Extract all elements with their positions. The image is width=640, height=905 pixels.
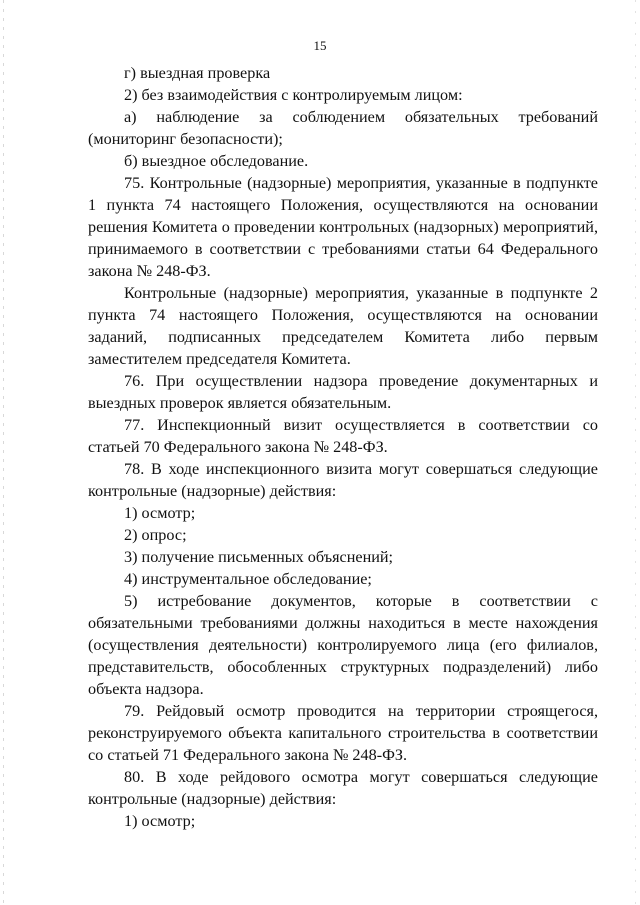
text-line: 76. При осуществлении надзора проведение документарных и bbox=[124, 372, 598, 390]
text-line: 1) осмотр; bbox=[124, 504, 196, 522]
text-line: 5) истребование документов, которые в соответствии с bbox=[124, 592, 598, 610]
text-line: принимаемого в соответствии с требованиями статьи 64 Федерального bbox=[88, 240, 598, 258]
text-line: 3) получение письменных объяснений; bbox=[124, 548, 394, 566]
text-line: заместителем председателя Комитета. bbox=[88, 350, 351, 368]
text-line: 75. Контрольные (надзорные) мероприятия, указанные в подпункте bbox=[124, 174, 598, 192]
text-line: Контрольные (надзорные) мероприятия, указанные в подпункте 2 bbox=[124, 284, 598, 302]
text-line: объекта надзора. bbox=[88, 680, 204, 698]
text-line: (осуществления деятельности) контролируемого лица (его филиалов, bbox=[88, 636, 598, 654]
text-line: 77. Инспекционный визит осуществляется в соответствии со bbox=[124, 416, 598, 434]
text-line: пункта 74 настоящего Положения, осуществляются на основании bbox=[88, 306, 598, 324]
text-line: (мониторинг безопасности); bbox=[88, 130, 283, 148]
text-line: 80. В ходе рейдового осмотра могут совершаться следующие bbox=[124, 768, 598, 786]
text-line: заданий, подписанных председателем Комитета либо первым bbox=[88, 328, 598, 346]
text-line: 2) опрос; bbox=[124, 526, 187, 544]
text-line: контрольные (надзорные) действия: bbox=[88, 482, 337, 500]
text-line: со статьей 71 Федерального закона № 248-ФЗ. bbox=[88, 746, 408, 764]
text-line: статьей 70 Федерального закона № 248-ФЗ. bbox=[88, 438, 388, 456]
text-line: решения Комитета о проведении контрольных (надзорных) мероприятий, bbox=[88, 218, 598, 236]
text-line: закона № 248-ФЗ. bbox=[88, 262, 211, 280]
page-number: 15 bbox=[313, 38, 327, 53]
text-line: г) выездная проверка bbox=[124, 64, 271, 82]
text-line: 2) без взаимодействия с контролируемым лицом: bbox=[124, 86, 463, 104]
text-line: обязательными требованиями должны находиться в месте нахождения bbox=[88, 614, 598, 632]
text-line: контрольные (надзорные) действия: bbox=[88, 790, 337, 808]
text-line: 78. В ходе инспекционного визита могут совершаться следующие bbox=[124, 460, 598, 478]
text-line: 1 пункта 74 настоящего Положения, осуществляются на основании bbox=[88, 196, 598, 214]
text-line: 4) инструментальное обследование; bbox=[124, 570, 372, 588]
document-body bbox=[88, 62, 598, 832]
text-line: выездных проверок является обязательным. bbox=[88, 394, 392, 412]
text-line: 79. Рейдовый осмотр проводится на территории строящегося, bbox=[124, 702, 598, 720]
scan-edge-right bbox=[635, 0, 636, 905]
text-line: б) выездное обследование. bbox=[124, 152, 309, 170]
text-line: представительств, обособленных структурных подразделений) либо bbox=[88, 658, 598, 676]
text-line: а) наблюдение за соблюдением обязательных требований bbox=[124, 108, 598, 126]
text-line: реконструируемого объекта капитального строительства в соответствии bbox=[88, 724, 598, 742]
text-line: 1) осмотр; bbox=[124, 812, 196, 830]
scan-edge-left bbox=[3, 0, 4, 905]
